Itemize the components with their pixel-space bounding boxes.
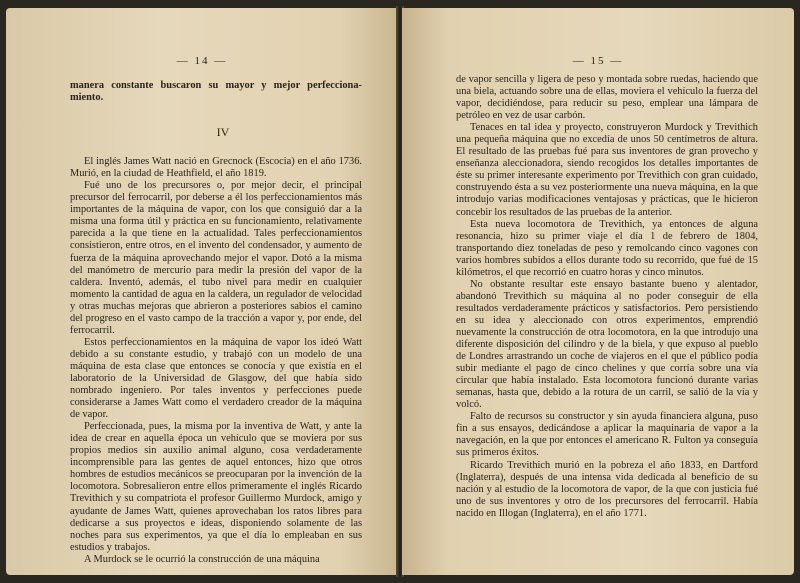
paragraph: No obstante resultar este ensayo bastante bueno y alentador, abandonó Trevithich su máquina al no poder conseguir de ella resultados verdaderamente prácticos y satisfactorios. Pero persistiendo en su idea y aleccionado con otros experimentos, emprendió nuevamente la construcción de otra locomotora, en la que introdujo una diferente disposición del cilindro y de la biela, y que expuso al pueblo de Londres arrastrando un coche de viajeros en el que el público podía subir mediante el pago de cinco chelines y que corría sobre una vía circular que había instalado. Esta locomotora funcionó durante varias semanas, hasta que, debido a la rotura de un carril, se salió de la vía y volcó. <box>456 278 758 411</box>
page-number-left: — 14 — <box>176 55 228 67</box>
right-page-text <box>456 74 758 520</box>
paragraph: Estos perfeccionamientos en la máquina de vapor los ideó Watt debido a su constante estudio, y trabajó con un modelo de una máquina de esta clase que entonces se conocía y que existía en el laboratorio de la Universidad de Glasgow, del que había sido nombrado ingeniero. Por tales inventos y perfecciones puede considerarse a James Watt como el verdadero creador de la máquina de vapor. <box>70 336 362 421</box>
continuation-line: manera constante buscaron su mayor y mejor perfecciona-miento. <box>70 80 362 104</box>
paragraph: Perfeccionada, pues, la misma por la inventiva de Watt, y ante la idea de crear en aquella época un vehículo que se moviera por sus propios medios sin auxilio animal alguno, cosa verdaderamente incomprensible para las gentes de aquel entonces, hizo que otros hombres de estudios mecánicos se preocuparan por la invención de la locomotora. Sobresalieron entre ellos primeramente el inglés Ricardo Trevithich y su compatriota el profesor Guillermo Murdock, amigo y ayudante de James Watt, quienes aprovechaban los ratos libres para dedicarse a sus proyectos e ideas, disponiendo solamente de las noches para sus experimentos, ya que el día lo empleaban en sus estudios y trabajos. <box>70 421 362 553</box>
paragraph: El inglés James Watt nació en Grecnock (Escocia) en el año 1736. Murió, en la ciudad de Heathfield, el año 1819. <box>70 156 362 180</box>
paragraph: A Murdock se le ocurrió la construcción de una máquina <box>84 553 320 565</box>
paragraph: Esta nueva locomotora de Trevithich, ya entonces de alguna resonancia, hizo su primer viaje el día 1 de febrero de 1804, transportando diez toneladas de peso y remolcando cinco vagones con varios hombres subidos a ellos durante todo su recorrido, que fué de 15 kilómetros, el que recorrió en cuatro horas y cinco minutos. <box>456 218 758 278</box>
page-number-right: — 15 — <box>572 55 624 67</box>
paragraph: Falto de recursos su constructor y sin ayuda financiera alguna, puso fin a sus ensayos, dedicándose a aplicar la maquinaria de vapor a la navegación, en la que por entonces el americano R. Fulton ya conseguía sus primeros éxitos. <box>456 411 758 459</box>
paragraph: de vapor sencilla y ligera de peso y montada sobre ruedas, haciendo que una biela, actuando sobre una de ellas, moviera el vehículo la fuerza del vapor, decidiéndose, para reducir su peso, emplear una lámpara de petróleo en vez de usar carbón. <box>456 74 758 122</box>
left-page <box>6 8 398 575</box>
paragraph: Ricardo Trevithich murió en la pobreza el año 1833, en Dartford (Inglaterra), después de una intensa vida dedicada al beneficio de su nación y al estudio de la locomotora de vapor, de la que con justicia fué uno de sus inventores y otro de los precursores del ferrocarril. Había nacido en Illogan (Inglaterra), en el año 1771. <box>456 459 758 519</box>
section-heading: IV <box>216 125 230 140</box>
left-page-text <box>70 80 362 566</box>
paragraph: Fué uno de los precursores o, por mejor decir, el principal precursor del ferrocarril, por deberse a él los perfeccionamientos más importantes de la máquina de vapor, con los que consiguió dar a la misma una forma útil y práctica en su funcionamiento, relativamente parecida a la que tiene en la actualidad. Tales perfeccionamientos consistieron, entre otros, en el invento del condensador, y aumento de fuerza de la máquina aprovechando mejor el vapor. Dotó a la misma del manómetro de mercurio para medir la presión del vapor de la caldera. Inventó, además, el tubo nivel para medir en cualquier momento la cantidad de agua en la caldera, un regulador de velocidad y otras muchas mejoras que abrieron a posteriores sabios el camino del progreso en el vasto campo de la tracción a vapor y, por ende, del ferrocarril. <box>70 180 362 336</box>
paragraph: Tenaces en tal idea y proyecto, construyeron Murdock y Trevithich una pequeña máquina que no excedía de unos 50 centímetros de altura. El resultado de las pruebas fué para sus inventores de gran provecho y enseñanza aleccionadora, siendo recogidos los detalles importantes de éste su primer interesante experimento por Trevithich con gran cuidado, construyendo ésta a su vez posteriormente una nueva máquina, en la que introdujo varias modificaciones ventajosas y prácticas, que le hicieron concebir los resultados de las pruebas de la anterior. <box>456 122 758 218</box>
right-page <box>402 8 794 575</box>
